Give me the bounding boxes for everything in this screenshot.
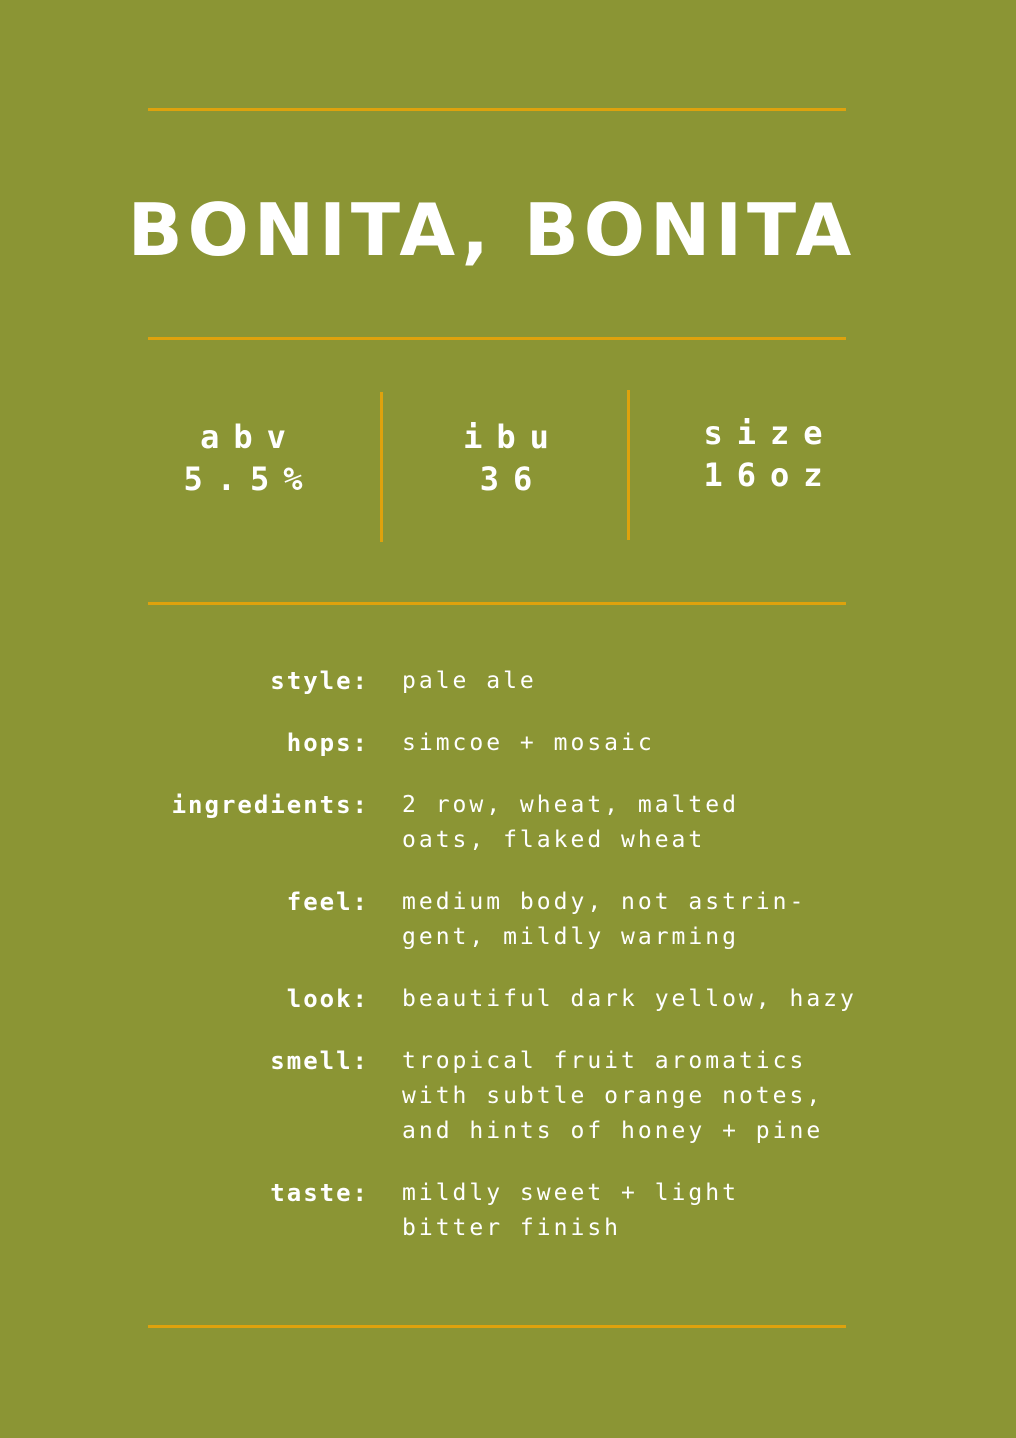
ingredients-value-line: 2 row, wheat, malted (402, 792, 739, 818)
ingredients-value-line: oats, flaked wheat (402, 827, 706, 853)
look-value-line: beautiful dark yellow, hazy (402, 986, 857, 1012)
stat-separator-2 (627, 390, 630, 540)
hops-value-line: simcoe + mosaic (402, 730, 655, 756)
size-stat (660, 412, 880, 496)
ibu-label: ibu (463, 418, 563, 456)
stat-separator-1 (380, 392, 383, 542)
feel-label: feel: (286, 888, 369, 916)
title-divider (148, 337, 846, 340)
ingredients-value (402, 788, 862, 858)
feel-value-line: medium body, not astrin- (402, 889, 807, 915)
size-value: 16oz (703, 456, 837, 494)
taste-value-line: bitter finish (402, 1215, 622, 1241)
beer-title: BONITA, BONITA (127, 188, 857, 272)
details-list (0, 664, 1016, 1273)
feel-value (402, 885, 862, 955)
taste-label: taste: (270, 1179, 369, 1207)
detail-row-ingredients (0, 788, 1016, 858)
bottom-divider (148, 1325, 846, 1328)
abv-value: 5.5% (183, 460, 317, 498)
detail-row-feel (0, 885, 1016, 955)
style-value-line: pale ale (402, 668, 537, 694)
taste-value-line: mildly sweet + light (402, 1180, 739, 1206)
feel-value-line: gent, mildly warming (402, 924, 739, 950)
look-value (402, 982, 862, 1017)
ibu-value: 36 (479, 460, 547, 498)
detail-row-style (0, 664, 1016, 699)
smell-value-line: with subtle orange notes, (402, 1083, 824, 1109)
ibu-stat (403, 416, 623, 500)
look-label: look: (286, 985, 369, 1013)
detail-row-taste (0, 1176, 1016, 1246)
detail-row-hops (0, 726, 1016, 761)
smell-value-line: tropical fruit aromatics (402, 1048, 807, 1074)
ingredients-label: ingredients: (171, 791, 369, 819)
size-label: size (703, 414, 837, 452)
style-label: style: (270, 667, 369, 695)
detail-row-smell (0, 1044, 1016, 1149)
detail-row-look (0, 982, 1016, 1017)
abv-stat (140, 416, 360, 500)
smell-label: smell: (270, 1047, 369, 1075)
abv-label: abv (200, 418, 300, 456)
stats-divider (148, 602, 846, 605)
style-value (402, 664, 862, 699)
hops-value (402, 726, 862, 761)
top-divider (148, 108, 846, 111)
smell-value-line: and hints of honey + pine (402, 1118, 824, 1144)
smell-value (402, 1044, 862, 1149)
taste-value (402, 1176, 862, 1246)
hops-label: hops: (286, 729, 369, 757)
